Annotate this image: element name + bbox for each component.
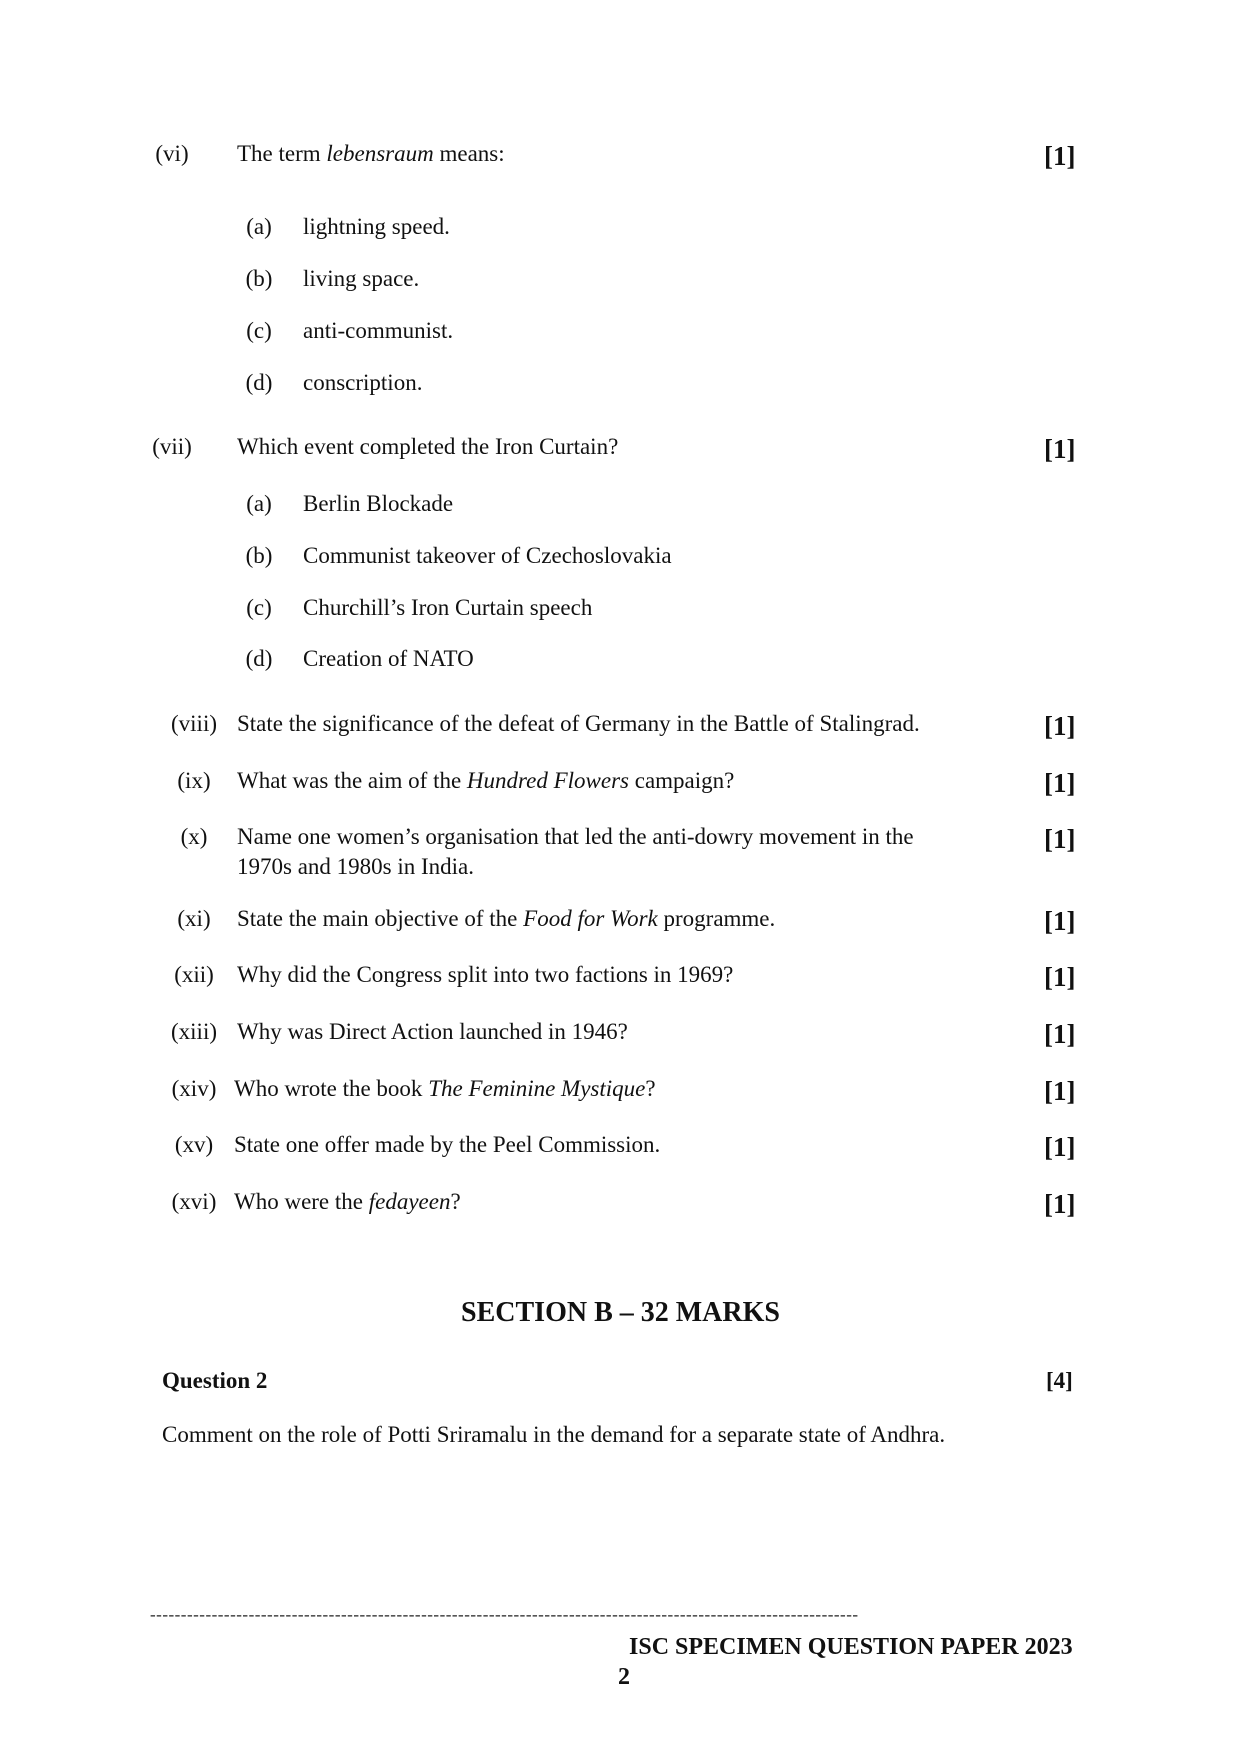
option-letter: (c) [246,595,272,620]
question-marks: [4] [1046,1368,1073,1393]
question-text-line-1: Name one women’s organisation that led the anti-dowry movement in the [237,824,914,849]
question-text: Comment on the role of Potti Sriramalu in the demand for a separate state of Andhra. [162,1422,946,1447]
option-letter: (b) [245,266,273,291]
option-text: anti-communist. [303,318,454,343]
question-number: (x) [180,824,208,849]
question-marks: [1] [1044,434,1076,464]
question-marks: [1] [1044,711,1076,741]
question-number: (xv) [174,1132,214,1157]
question-number: (viii) [171,711,217,736]
question-number: (xiv) [171,1076,217,1101]
question-text: State the significance of the defeat of Germany in the Battle of Stalingrad. [237,711,920,736]
option-text: conscription. [303,370,423,395]
question-marks: [1] [1044,906,1076,936]
question-marks: [1] [1044,768,1076,798]
option-text: lightning speed. [303,214,450,239]
question-text-line-2: 1970s and 1980s in India. [237,854,475,879]
question-text: Why was Direct Action launched in 1946? [237,1019,628,1044]
question-text: What was the aim of the Hundred Flowers campaign? [237,768,735,793]
question-marks: [1] [1044,141,1076,171]
option-text: living space. [303,266,420,291]
question-text: Why did the Congress split into two factions in 1969? [237,962,734,987]
question-text: State one offer made by the Peel Commission. [234,1132,661,1157]
question-number: (vii) [152,434,192,459]
question-number: (xiii) [171,1019,217,1044]
page-number: 2 [618,1664,630,1690]
option-letter: (b) [245,543,273,568]
question-number: (vi) [155,141,189,166]
question-label: Question 2 [162,1368,268,1393]
question-marks: [1] [1044,1132,1076,1162]
question-number: (xii) [174,962,214,987]
option-letter: (a) [246,491,272,516]
question-number: (xvi) [171,1189,217,1214]
question-text: Who wrote the book The Feminine Mystique? [234,1076,656,1101]
question-marks: [1] [1044,1076,1076,1106]
option-letter: (d) [245,646,273,671]
question-text: State the main objective of the Food for Work programme. [237,906,776,931]
question-marks: [1] [1044,1189,1076,1219]
question-text: Who were the fedayeen? [234,1189,461,1214]
option-text: Berlin Blockade [303,491,454,516]
question-marks: [1] [1044,1019,1076,1049]
question-number: (ix) [177,768,211,793]
question-number: (xi) [177,906,211,931]
question-text: The term lebensraum means: [237,141,505,166]
option-text: Creation of NATO [303,646,474,671]
question-marks: [1] [1044,824,1076,854]
option-letter: (c) [246,318,272,343]
option-letter: (d) [245,370,273,395]
option-text: Communist takeover of Czechoslovakia [303,543,672,568]
footer-divider: ------------------------------------------------------------------------------------------------------------------- [150,1605,859,1624]
footer-title: ISC SPECIMEN QUESTION PAPER 2023 [629,1634,1073,1660]
option-text: Churchill’s Iron Curtain speech [303,595,593,620]
section-title: SECTION B – 32 MARKS [461,1297,780,1328]
question-marks: [1] [1044,962,1076,992]
question-text: Which event completed the Iron Curtain? [237,434,619,459]
option-letter: (a) [246,214,272,239]
